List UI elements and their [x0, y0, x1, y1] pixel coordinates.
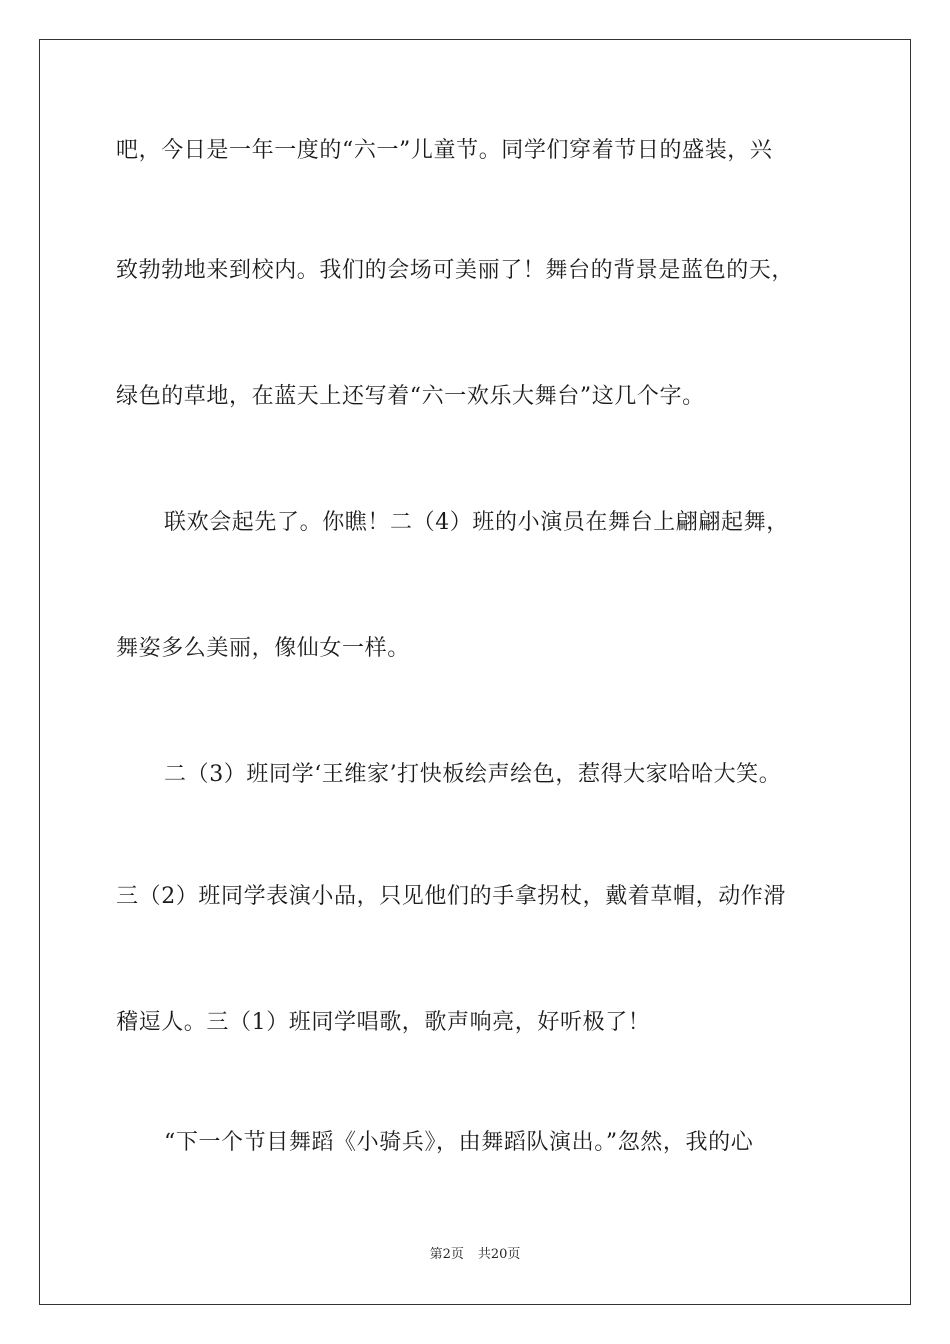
text-line: 吧，今日是一年一度的“六一”儿童节。同学们穿着节日的盛装，兴: [116, 138, 773, 163]
text-line: 舞姿多么美丽，像仙女一样。: [116, 636, 410, 661]
paragraph-start-line: 联欢会起先了。你瞧！二（4）班的小演员在舞台上翩翩起舞，: [164, 510, 789, 535]
page-border: [39, 39, 911, 1305]
text-line: 三（2）班同学表演小品，只见他们的手拿拐杖，戴着草帽，动作滑: [116, 884, 786, 909]
paragraph-start-line: “下一个节目舞蹈《小骑兵》，由舞蹈队演出。”忽然，我的心: [164, 1130, 754, 1155]
page-footer: [0, 1246, 950, 1264]
text-line: 致勃勃地来到校内。我们的会场可美丽了！舞台的背景是蓝色的天，: [116, 258, 795, 283]
page-number: 第2页: [429, 1247, 464, 1262]
total-pages: 共20页: [477, 1247, 521, 1262]
text-line: 稽逗人。三（1）班同学唱歌，歌声响亮，好听极了！: [116, 1010, 651, 1035]
text-line: 绿色的草地，在蓝天上还写着“六一欢乐大舞台”这几个字。: [116, 384, 705, 409]
paragraph-start-line: 二（3）班同学‘王维家’打快板绘声绘色，惹得大家哈哈大笑。: [164, 762, 782, 787]
